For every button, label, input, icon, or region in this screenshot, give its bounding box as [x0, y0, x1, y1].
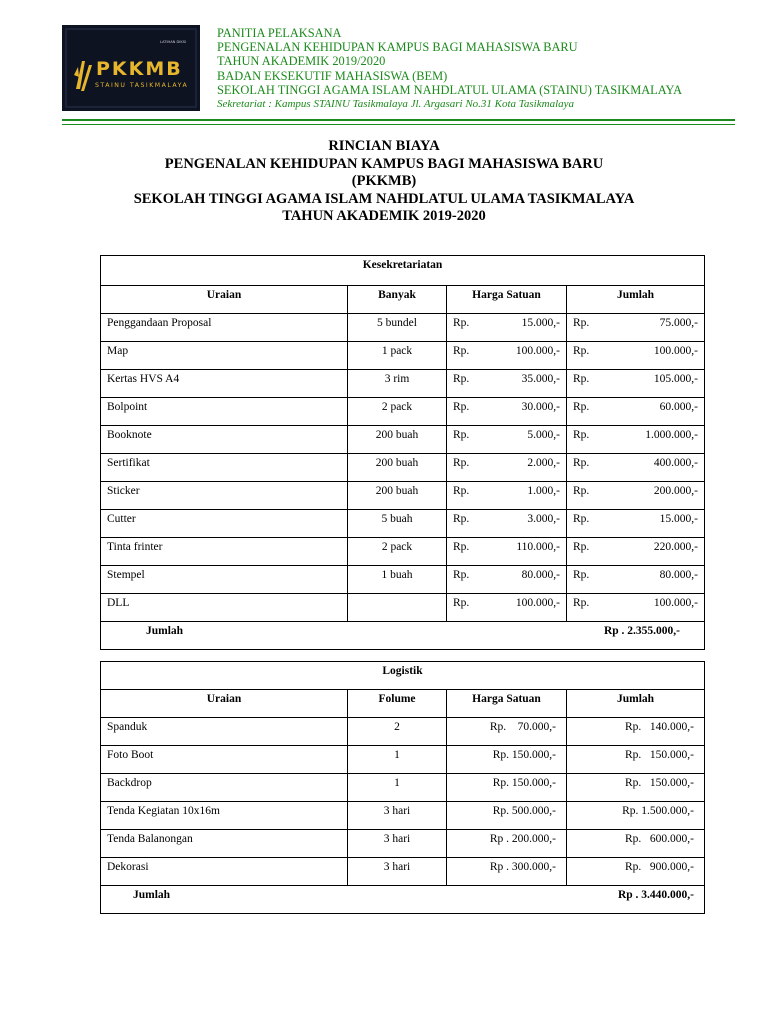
title-line2: PENGENALAN KEHIDUPAN KAMPUS BAGI MAHASISWA BARU	[164, 155, 604, 172]
currency-label: Rp.	[573, 401, 590, 413]
header-uraian: Uraian	[101, 690, 348, 718]
item-subtotal	[567, 342, 705, 370]
item-subtotal	[567, 314, 705, 342]
item-quantity: 3 rim	[348, 370, 447, 398]
header-folume: Folume	[348, 690, 447, 718]
header-jumlah: Jumlah	[567, 286, 705, 314]
logistik-table	[100, 661, 705, 914]
amount-value: 400.000,-	[653, 457, 699, 469]
item-quantity: 3 hari	[348, 802, 447, 830]
item-quantity: 2 pack	[348, 398, 447, 426]
item-subtotal	[567, 510, 705, 538]
item-quantity: 1	[348, 774, 447, 802]
amount-value: 15.000,-	[659, 513, 699, 525]
item-quantity: 3 hari	[348, 830, 447, 858]
item-unit-price: Rp. 500.000,-	[447, 802, 567, 830]
amount-value: 60.000,-	[659, 401, 699, 413]
item-name: Sticker	[101, 482, 348, 510]
amount-value: 2.000,-	[527, 457, 560, 469]
letterhead-line3: TAHUN AKADEMIK 2019/2020	[217, 54, 386, 69]
item-name: Sertifikat	[101, 454, 348, 482]
letterhead-line4: BADAN EKSEKUTIF MAHASISWA (BEM)	[217, 68, 448, 83]
total-label: Jumlah	[101, 886, 447, 914]
amount-value: 200.000,-	[653, 485, 699, 497]
item-unit-price	[447, 566, 567, 594]
table-row	[101, 454, 705, 482]
currency-label: Rp.	[573, 541, 590, 553]
item-quantity: 200 buah	[348, 482, 447, 510]
item-unit-price	[447, 594, 567, 622]
item-unit-price	[447, 398, 567, 426]
letterhead-rule-thick	[62, 119, 735, 121]
letterhead-line2: PENGENALAN KEHIDUPAN KAMPUS BAGI MAHASISWA BARU	[217, 40, 578, 55]
item-name: Kertas HVS A4	[101, 370, 348, 398]
item-quantity: 1 buah	[348, 566, 447, 594]
money-cell	[453, 541, 560, 554]
item-subtotal	[567, 370, 705, 398]
item-subtotal: Rp. 600.000,-	[567, 830, 705, 858]
item-name: Dekorasi	[101, 858, 348, 886]
money-cell	[573, 401, 698, 414]
money-cell	[573, 373, 698, 386]
table-row	[101, 538, 705, 566]
table-row	[101, 566, 705, 594]
table-row	[101, 342, 705, 370]
table-row	[101, 746, 705, 774]
amount-value: 80.000,-	[659, 569, 699, 581]
item-unit-price	[447, 454, 567, 482]
item-subtotal: Rp. 150.000,-	[567, 774, 705, 802]
currency-label: Rp.	[453, 597, 470, 609]
money-cell	[573, 429, 698, 442]
item-subtotal: Rp. 150.000,-	[567, 746, 705, 774]
money-cell	[453, 373, 560, 386]
item-name: Backdrop	[101, 774, 348, 802]
item-subtotal	[567, 398, 705, 426]
header-harga-satuan: Harga Satuan	[447, 690, 567, 718]
svg-text:PKKMB: PKKMB	[96, 58, 183, 80]
section-title: Kesekretariatan	[101, 256, 705, 286]
amount-value: 35.000,-	[521, 373, 560, 385]
currency-label: Rp.	[573, 485, 590, 497]
table-row	[101, 510, 705, 538]
table-row	[101, 802, 705, 830]
table-row	[101, 482, 705, 510]
money-cell	[453, 597, 560, 610]
item-subtotal	[567, 594, 705, 622]
money-cell	[453, 317, 560, 330]
amount-value: 1.000,-	[527, 485, 560, 497]
item-subtotal	[567, 426, 705, 454]
total-value: Rp . 2.355.000,-	[447, 622, 705, 650]
item-name: Foto Boot	[101, 746, 348, 774]
table-row	[101, 830, 705, 858]
money-cell	[453, 401, 560, 414]
item-name: Tenda Balanongan	[101, 830, 348, 858]
table-row	[101, 858, 705, 886]
svg-text:LATIHAN DIKSI: LATIHAN DIKSI	[160, 40, 187, 44]
amount-value: 100.000,-	[515, 345, 560, 357]
amount-value: 1.000.000,-	[645, 429, 699, 441]
money-cell	[453, 457, 560, 470]
amount-value: 30.000,-	[521, 401, 560, 413]
currency-label: Rp.	[453, 401, 470, 413]
currency-label: Rp.	[453, 317, 470, 329]
amount-value: 75.000,-	[659, 317, 699, 329]
money-cell	[573, 597, 698, 610]
item-subtotal	[567, 566, 705, 594]
item-quantity: 3 hari	[348, 858, 447, 886]
item-quantity: 200 buah	[348, 454, 447, 482]
amount-value: 15.000,-	[521, 317, 560, 329]
money-cell	[453, 429, 560, 442]
currency-label: Rp.	[573, 345, 590, 357]
money-cell	[573, 317, 698, 330]
total-label: Jumlah	[101, 622, 447, 650]
table-row	[101, 314, 705, 342]
table-row	[101, 370, 705, 398]
item-quantity: 1	[348, 746, 447, 774]
item-quantity: 2	[348, 718, 447, 746]
item-unit-price	[447, 482, 567, 510]
title-line5: TAHUN AKADEMIK 2019-2020	[282, 208, 486, 224]
total-value: Rp . 3.440.000,-	[447, 886, 705, 914]
item-unit-price	[447, 426, 567, 454]
money-cell	[453, 345, 560, 358]
item-subtotal	[567, 538, 705, 566]
amount-value: 110.000,-	[516, 541, 560, 553]
money-cell	[573, 569, 698, 582]
money-cell	[573, 513, 698, 526]
item-subtotal: Rp. 140.000,-	[567, 718, 705, 746]
money-cell	[453, 569, 560, 582]
header-jumlah: Jumlah	[567, 690, 705, 718]
currency-label: Rp.	[573, 317, 590, 329]
item-quantity	[348, 594, 447, 622]
letterhead	[217, 26, 682, 111]
currency-label: Rp.	[573, 597, 590, 609]
item-unit-price: Rp . 200.000,-	[447, 830, 567, 858]
item-unit-price	[447, 538, 567, 566]
currency-label: Rp.	[453, 429, 470, 441]
letterhead-address: Sekretariat : Kampus STAINU Tasikmalaya Jl. Argasari No.31 Kota Tasikmalaya	[217, 98, 575, 111]
item-name: Stempel	[101, 566, 348, 594]
pkkmb-logo	[62, 25, 200, 111]
currency-label: Rp.	[573, 569, 590, 581]
money-cell	[453, 485, 560, 498]
header-uraian: Uraian	[101, 286, 348, 314]
amount-value: 3.000,-	[527, 513, 560, 525]
item-unit-price: Rp. 150.000,-	[447, 774, 567, 802]
header-banyak: Banyak	[348, 286, 447, 314]
item-quantity: 2 pack	[348, 538, 447, 566]
item-unit-price: Rp . 300.000,-	[447, 858, 567, 886]
document-title	[0, 138, 768, 226]
item-unit-price: Rp. 150.000,-	[447, 746, 567, 774]
item-unit-price	[447, 342, 567, 370]
item-name: Bolpoint	[101, 398, 348, 426]
item-quantity: 200 buah	[348, 426, 447, 454]
table-row	[101, 774, 705, 802]
table-row	[101, 398, 705, 426]
item-name: Spanduk	[101, 718, 348, 746]
currency-label: Rp.	[573, 457, 590, 469]
item-name: Penggandaan Proposal	[101, 314, 348, 342]
currency-label: Rp.	[453, 541, 470, 553]
section-title: Logistik	[101, 662, 705, 690]
amount-value: 100.000,-	[653, 597, 699, 609]
item-subtotal: Rp. 1.500.000,-	[567, 802, 705, 830]
currency-label: Rp.	[573, 429, 590, 441]
item-subtotal	[567, 482, 705, 510]
table-row	[101, 594, 705, 622]
table-row	[101, 718, 705, 746]
currency-label: Rp.	[453, 373, 470, 385]
table-row	[101, 426, 705, 454]
item-name: Map	[101, 342, 348, 370]
currency-label: Rp.	[453, 345, 470, 357]
item-name: Booknote	[101, 426, 348, 454]
currency-label: Rp.	[453, 569, 470, 581]
svg-text:STAINU TASIKMALAYA: STAINU TASIKMALAYA	[95, 82, 189, 89]
item-unit-price	[447, 370, 567, 398]
item-unit-price: Rp. 70.000,-	[447, 718, 567, 746]
item-unit-price	[447, 510, 567, 538]
title-line4: SEKOLAH TINGGI AGAMA ISLAM NAHDLATUL ULAMA TASIKMALAYA	[133, 190, 635, 207]
currency-label: Rp.	[573, 373, 590, 385]
header-harga-satuan: Harga Satuan	[447, 286, 567, 314]
item-name: Tenda Kegiatan 10x16m	[101, 802, 348, 830]
money-cell	[573, 541, 698, 554]
amount-value: 80.000,-	[521, 569, 560, 581]
currency-label: Rp.	[453, 485, 470, 497]
amount-value: 100.000,-	[515, 597, 560, 609]
letterhead-line1: PANITIA PELAKSANA	[217, 26, 342, 40]
amount-value: 220.000,-	[653, 541, 699, 553]
title-line3: (PKKMB)	[351, 173, 417, 189]
amount-value: 100.000,-	[653, 345, 699, 357]
item-name: Cutter	[101, 510, 348, 538]
item-quantity: 1 pack	[348, 342, 447, 370]
money-cell	[573, 457, 698, 470]
item-unit-price	[447, 314, 567, 342]
currency-label: Rp.	[453, 457, 470, 469]
letterhead-line5: SEKOLAH TINGGI AGAMA ISLAM NAHDLATUL ULAMA (STAINU) TASIKMALAYA	[217, 82, 683, 97]
money-cell	[573, 345, 698, 358]
money-cell	[573, 485, 698, 498]
item-subtotal: Rp. 900.000,-	[567, 858, 705, 886]
letterhead-rule-thin	[62, 124, 735, 125]
money-cell	[453, 513, 560, 526]
item-subtotal	[567, 454, 705, 482]
currency-label: Rp.	[453, 513, 470, 525]
amount-value: 5.000,-	[527, 429, 560, 441]
kesekretariatan-table	[100, 255, 705, 650]
title-line1: RINCIAN BIAYA	[328, 138, 440, 154]
item-quantity: 5 buah	[348, 510, 447, 538]
amount-value: 105.000,-	[653, 373, 699, 385]
item-quantity: 5 bundel	[348, 314, 447, 342]
item-name: DLL	[101, 594, 348, 622]
currency-label: Rp.	[573, 513, 590, 525]
item-name: Tinta frinter	[101, 538, 348, 566]
